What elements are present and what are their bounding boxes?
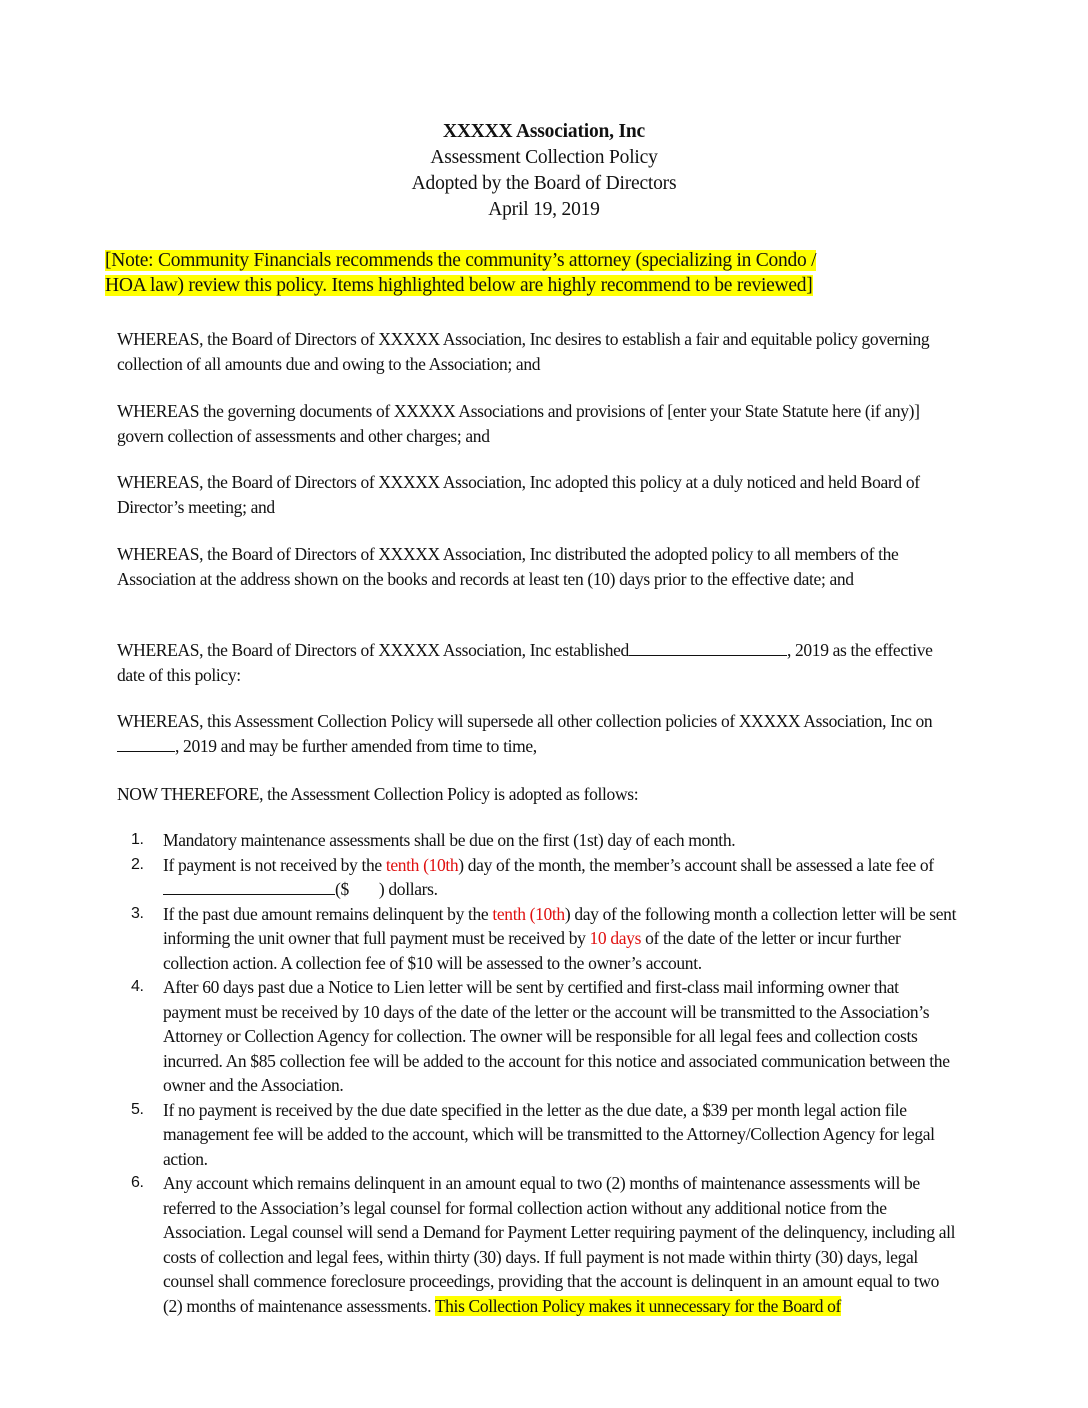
item-text-part: If the past due amount remains delinquent by the <box>163 903 493 924</box>
item-number: 6. <box>131 1174 144 1191</box>
recital-supersede <box>117 709 957 758</box>
recital-effective-date <box>117 638 957 687</box>
policy-title: Assessment Collection Policy <box>430 147 658 168</box>
org-name: XXXXX Association, Inc <box>443 121 645 142</box>
policy-item-3 <box>117 902 957 976</box>
recital-fair-policy: WHEREAS, the Board of Directors of XXXXX Association, Inc desires to establish a fair and equitable policy governing collection of all amounts due and owing to the Association; and <box>117 329 930 374</box>
item-text: After 60 days past due a Notice to Lien letter will be sent by certified and first-class mail informing owner that payment must be received by 10 days of the date of the letter or the account will be transmitted to the Association’s Attorney or Collection Agency for collection. The owner will be responsible for all legal fees and collection costs incurred. An $85 collection fee will be added to the account for this notice and associated communication between the owner and the Association. <box>163 977 950 1095</box>
item-number: 5. <box>131 1100 144 1118</box>
item-text: Mandatory maintenance assessments shall be due on the first (1st) day of each month. <box>163 830 736 850</box>
recital-adopted-at-meeting: WHEREAS, the Board of Directors of XXXXX Association, Inc adopted this policy at a duly noticed and held Board of Director’s meeting; and <box>117 472 920 517</box>
item-text-part: ) day of the following month a collection letter will be sent informing the unit owner that full payment must be received by <box>163 903 957 948</box>
highlighted-text: This Collection Policy makes it unnecessary for the Board of <box>434 1295 842 1316</box>
recital-governing-documents: WHEREAS the governing documents of XXXXX Associations and provisions of [enter your State Statute here (if any)] govern collection of assessments and other charges; and <box>117 401 920 446</box>
policy-item-1 <box>117 828 957 853</box>
policy-item-5 <box>117 1098 957 1172</box>
policy-item-4 <box>117 975 957 1098</box>
item-text-part: ) dollars. <box>378 879 438 899</box>
note-line-2: HOA law) review this policy. Items highlighted below are highly recommend to be reviewed] <box>105 275 813 296</box>
item-text: If no payment is received by the due date specified in the letter as the due date, a $39 per month legal action file management fee will be added to the account, which will be transmitted to the Attorney/Collection Agency for legal action. <box>163 1099 935 1169</box>
red-emphasis: tenth (10th <box>385 854 459 875</box>
adopted-by-line: Adopted by the Board of Directors <box>411 173 677 194</box>
supersede-date-blank[interactable] <box>117 737 175 752</box>
item-text-part: Any account which remains delinquent in an amount equal to two (2) months of maintenance assessments will be referred to the Association’s legal counsel for formal collection action without any additional notice from the Association. Legal counsel will send a Demand for Payment Letter requiring payment of the delinquency, including all costs of collection and legal fees, within thirty (30) days. If full payment is not made within thirty (30) days, legal counsel shall commence foreclosure proceedings, providing that the account is delinquent in an amount equal to two (2) months of maintenance assessments. <box>163 1173 956 1316</box>
item-number: 1. <box>131 831 144 848</box>
now-therefore-clause: NOW THEREFORE, the Assessment Collection Policy is adopted as follows: <box>117 784 639 804</box>
item-number: 4. <box>131 978 144 995</box>
item-text-part: ($ <box>335 879 349 899</box>
document-header <box>0 119 1088 223</box>
policy-items-list <box>117 828 957 1318</box>
red-emphasis: 10 days <box>589 928 642 948</box>
red-emphasis: tenth (10th <box>492 903 565 924</box>
attorney-review-note <box>105 248 945 298</box>
item-number: 2. <box>131 855 144 873</box>
recital-supersede-before: WHEREAS, this Assessment Collection Policy will supersede all other collection policies of XXXXX Association, Inc on <box>117 711 933 731</box>
recital-effective-date-before: WHEREAS, the Board of Directors of XXXXX Association, Inc established <box>117 640 629 660</box>
late-fee-blank[interactable] <box>163 880 335 895</box>
recital-supersede-after: , 2019 and may be further amended from time to time, <box>175 735 537 756</box>
recital-distributed: WHEREAS, the Board of Directors of XXXXX Association, Inc distributed the adopted policy to all members of the Association at the address shown on the books and records at least ten (10) days prior to the effective date; and <box>117 544 899 589</box>
effective-date-blank[interactable] <box>629 641 787 656</box>
item-text-part: of the date of the letter or incur further collection action. A collection fee of $10 will be assessed to the owner’s account. <box>163 928 901 973</box>
note-line-1: [Note: Community Financials recommends the community’s attorney (specializing in Condo / <box>105 250 817 271</box>
item-text-part: ) day of the month, the member’s account shall be assessed a late fee of <box>458 854 934 875</box>
policy-item-6 <box>117 1171 957 1318</box>
item-number: 3. <box>131 904 144 922</box>
recital-effective-date-after: , 2019 as the effective date of this policy: <box>117 640 933 685</box>
item-text-part: If payment is not received by the <box>163 854 386 875</box>
adoption-date: April 19, 2019 <box>488 199 600 220</box>
policy-item-2 <box>117 853 957 902</box>
